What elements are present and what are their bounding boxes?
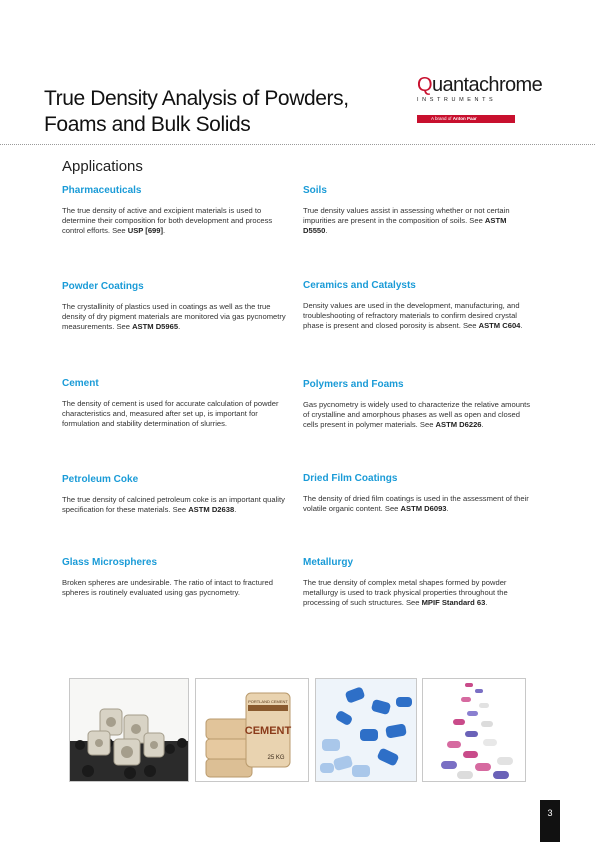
section-title: Glass Microspheres [62, 557, 158, 568]
section-title: Dried Film Coatings [303, 473, 398, 484]
section-title: Powder Coatings [62, 281, 144, 292]
section-body: The density of cement is used for accurate calculation of powder characteristics and, measured after set up, is important for formulation and stability determination of slurries. [62, 399, 279, 429]
cement-bag-top-text: PORTLAND CEMENT [248, 699, 288, 704]
section-title: Petroleum Coke [62, 474, 139, 485]
section-body: True density values assist in assessing whether or not certain impurities are present in the composition of soils. See ASTM D5550. [303, 206, 510, 236]
section-ceramics-and-catalysts [303, 280, 531, 332]
section-soils [303, 185, 531, 237]
section-dried-film-coatings [303, 473, 531, 514]
section-petroleum-coke [62, 474, 290, 515]
title-line-2: Foams and Bulk Solids [44, 113, 251, 136]
section-metallurgy [303, 557, 531, 609]
logo-wordmark: Quantachrome [417, 74, 543, 96]
header-divider [0, 144, 595, 145]
cement-bag-weight: 25 KG [267, 755, 285, 761]
section-title: Polymers and Foams [303, 379, 404, 390]
section-body: The crystallinity of plastics used in coatings as well as the true density of dry pigment materials are monitored via gas pycnometry measurements. See ASTM D5965. [62, 302, 286, 332]
section-body: The density of dried film coatings is used in the assessment of their volatile organic content. See ASTM D6093. [303, 494, 529, 514]
section-cement [62, 378, 290, 430]
section-body: The true density of calcined petroleum coke is an important quality specification for these materials. See ASTM D2638. [62, 495, 285, 515]
quantachrome-logo [417, 74, 547, 123]
cement-bags-photo [195, 678, 309, 782]
polymer-pellets-photo [315, 678, 417, 782]
section-body: Gas pycnometry is widely used to characterize the relative amounts of crystalline and amorphous phases as well as open and closed cells present in polymer materials. See ASTM D6226. [303, 400, 531, 430]
applications-heading: Applications [62, 158, 143, 175]
document-title [44, 86, 349, 138]
ceramic-catalyst-photo [69, 678, 189, 782]
section-body: Density values are used in the development, manufacturing, and troubleshooting of refractory materials to confirm desired crystal phase is present and closed porosity is absent. See ASTM C604. [303, 301, 523, 331]
section-polymers-and-foams [303, 379, 531, 431]
section-body: The true density of complex metal shapes formed by powder metallurgy is used to track physical properties throughout the processing of such structures. See MPIF Standard 63. [303, 578, 508, 608]
section-powder-coatings [62, 281, 290, 333]
section-body: Broken spheres are undesirable. The ratio of intact to fractured spheres is routinely evaluated using gas pycnometry. [62, 578, 273, 598]
logo-subtitle: INSTRUMENTS [417, 97, 497, 103]
section-glass-microspheres [62, 557, 290, 598]
brand-bar: A brand of Anton Paar [417, 115, 515, 123]
section-title: Pharmaceuticals [62, 185, 142, 196]
page-number: 3 [540, 800, 560, 842]
section-title: Cement [62, 378, 99, 389]
section-title: Ceramics and Catalysts [303, 280, 416, 291]
section-title: Metallurgy [303, 557, 354, 568]
section-title: Soils [303, 185, 327, 196]
section-pharmaceuticals [62, 185, 290, 237]
title-line-1: True Density Analysis of Powders, [44, 87, 349, 110]
section-body: The true density of active and excipient materials is used to determine their composition for both development and process control efforts. See USP [699]. [62, 206, 273, 236]
capsules-photo [422, 678, 526, 782]
cement-bag-label: CEMENT [244, 725, 292, 737]
